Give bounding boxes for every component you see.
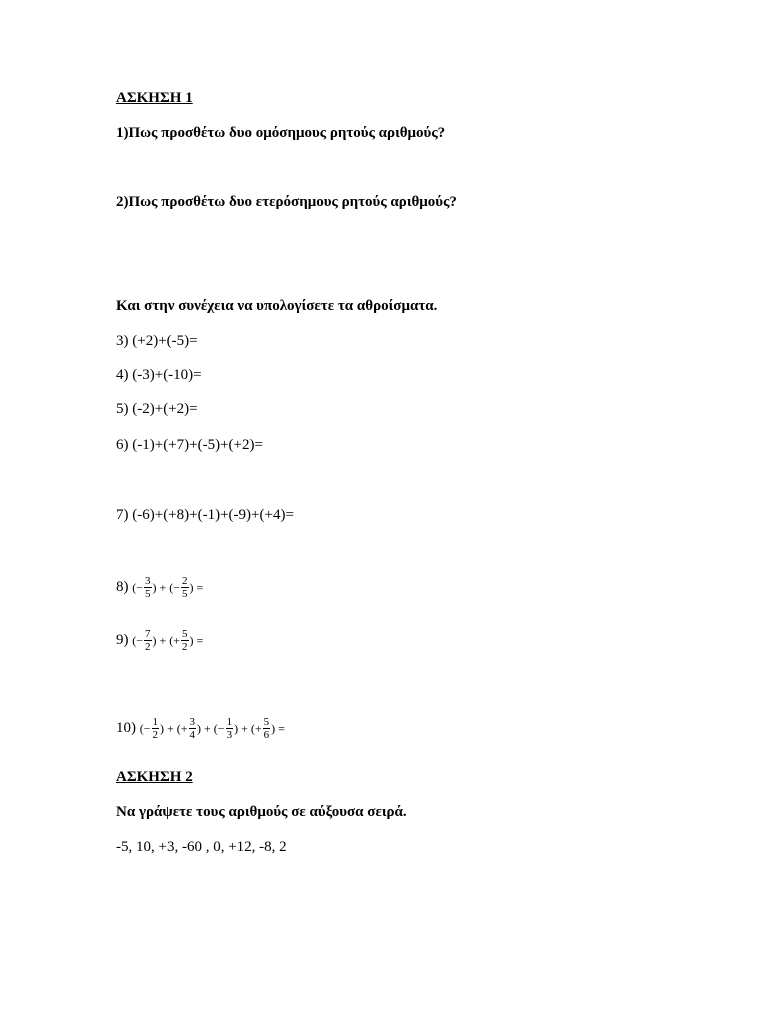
q9-end: ) =	[189, 633, 204, 648]
q10-fraction-2	[189, 716, 197, 741]
q9-label: 9)	[116, 631, 129, 648]
exercise1-heading: ΑΣΚΗΣΗ 1	[116, 90, 193, 106]
question-9	[116, 628, 203, 653]
question-2: 2)Πως προσθέτω δυο ετερόσημους ρητούς αριθμούς?	[116, 194, 457, 210]
question-3: 3) (+2)+(-5)=	[116, 333, 198, 349]
q10-fraction-3	[226, 716, 234, 741]
numerator: 1	[226, 716, 233, 728]
denominator: 6	[263, 729, 270, 741]
q10-mid-3: ) + (+	[234, 721, 262, 736]
q10-label: 10)	[116, 719, 136, 736]
q8-mid: ) + (−	[152, 580, 181, 595]
numerator: 1	[152, 716, 159, 728]
q9-mid: ) + (+	[152, 633, 181, 648]
numerator: 5	[182, 628, 188, 640]
question-6: 6) (-1)+(+7)+(-5)+(+2)=	[116, 437, 263, 453]
question-1: 1)Πως προσθέτω δυο ομόσημους ρητούς αριθμούς?	[116, 125, 446, 141]
question-5: 5) (-2)+(+2)=	[116, 401, 198, 417]
q10-fraction-4	[263, 716, 271, 741]
q10-open: (−	[139, 721, 151, 736]
instruction-text: Και στην συνέχεια να υπολογίσετε τα αθροίσματα.	[116, 298, 438, 314]
denominator: 3	[226, 729, 233, 741]
denominator: 5	[145, 588, 151, 600]
q10-fraction-1	[152, 716, 160, 741]
q8-fraction-2	[181, 575, 189, 600]
exercise2-instruction: Να γράψετε τους αριθμούς σε αύξουσα σειρά.	[116, 804, 407, 820]
q8-label: 8)	[116, 578, 129, 595]
q10-end: ) =	[271, 721, 285, 736]
question-7: 7) (-6)+(+8)+(-1)+(-9)+(+4)=	[116, 507, 294, 523]
question-8	[116, 575, 203, 600]
q9-fraction-1	[144, 628, 152, 653]
question-4: 4) (-3)+(-10)=	[116, 367, 202, 383]
q8-open: (−	[132, 580, 144, 595]
denominator: 2	[145, 641, 151, 653]
numbers-list: -5, 10, +3, -60 , 0, +12, -8, 2	[116, 839, 287, 855]
question-10	[116, 716, 285, 741]
numerator: 5	[263, 716, 270, 728]
numerator: 3	[145, 575, 151, 587]
q10-mid-2: ) + (−	[197, 721, 225, 736]
numerator: 7	[145, 628, 151, 640]
numerator: 3	[189, 716, 196, 728]
denominator: 2	[152, 729, 159, 741]
q8-end: ) =	[189, 580, 204, 595]
q10-mid-1: ) + (+	[160, 721, 188, 736]
q8-fraction-1	[144, 575, 152, 600]
q9-fraction-2	[181, 628, 189, 653]
exercise2-heading: ΑΣΚΗΣΗ 2	[116, 769, 193, 785]
numerator: 2	[182, 575, 188, 587]
denominator: 4	[189, 729, 196, 741]
denominator: 5	[182, 588, 188, 600]
q9-open: (−	[132, 633, 144, 648]
denominator: 2	[182, 641, 188, 653]
